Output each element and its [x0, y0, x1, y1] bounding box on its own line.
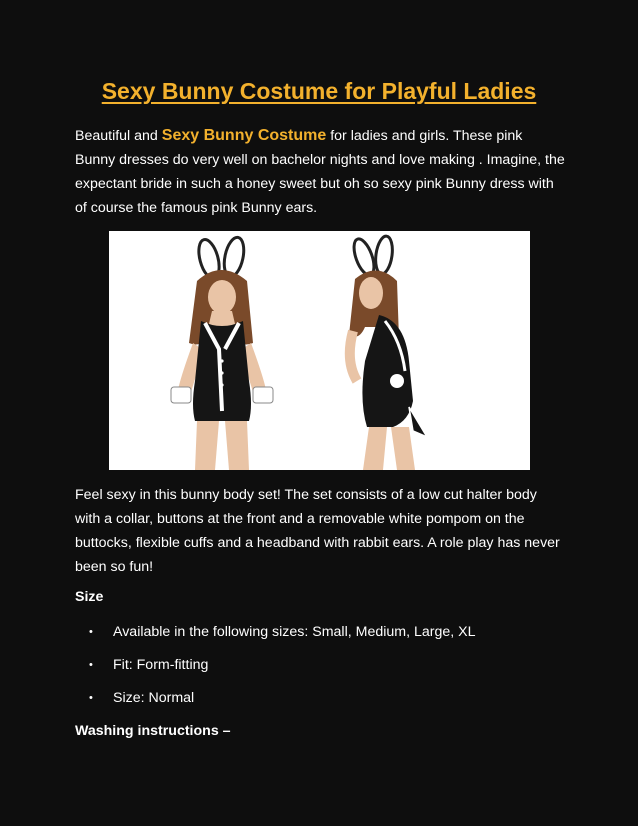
size-item-text: Size: Normal	[113, 690, 195, 706]
size-item-text: Available in the following sizes: Small, Medium, Large, XL	[113, 624, 476, 640]
intro-paragraph	[75, 124, 565, 220]
bullet-icon: •	[89, 626, 93, 638]
size-heading: Size	[75, 589, 104, 605]
description-paragraph: Feel sexy in this bunny body set! The set consists of a low cut halter body with a collar, buttons at the front and a removable white pompom on the buttocks, flexible cuffs and a headband with rabbit ears. A role play has never been so fun!	[75, 487, 560, 575]
size-item-text: Fit: Form-fitting	[113, 657, 209, 673]
washing-heading: Washing instructions –	[75, 723, 231, 739]
bullet-icon: •	[89, 659, 93, 671]
bullet-icon: •	[89, 692, 93, 704]
page-title: Sexy Bunny Costume for Playful Ladies	[101, 78, 537, 104]
costume-illustration	[109, 231, 530, 470]
model-back-figure	[349, 235, 427, 470]
intro-highlight-link[interactable]: Sexy Bunny Costume	[161, 127, 327, 144]
intro-text-before: Beautiful and	[75, 128, 162, 144]
model-front-figure	[171, 236, 273, 470]
intro-text-after: for ladies and girls. These pink Bunny dresses do very well on bachelor nights and love making . Imagine, the expectant bride in such a honey sweet but oh so sexy pink Bunny dress with of course the famous pink Bunny ears.	[75, 128, 565, 216]
product-photo	[109, 231, 530, 470]
